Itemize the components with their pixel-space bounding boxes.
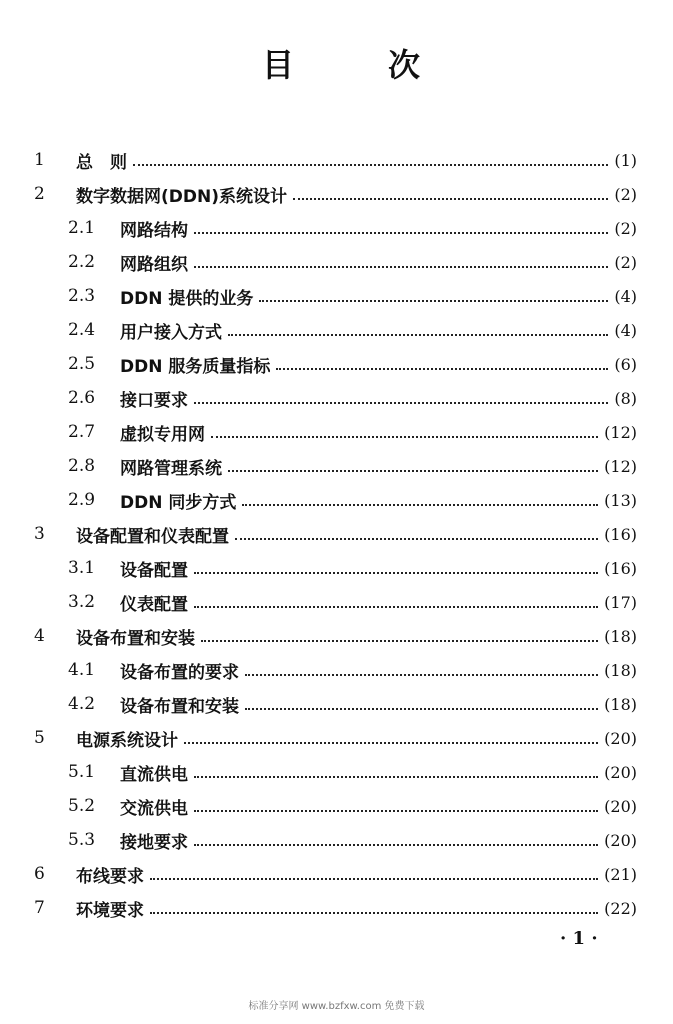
toc-entry-number: 2.5 [68,354,96,374]
toc-entry-number: 2.2 [68,252,96,272]
toc-entry-title: 网路管理系统 [120,458,222,479]
dot-leader [242,503,598,506]
toc-entry-page: (22) [604,898,637,918]
toc-entry-page: (20) [604,830,637,850]
dot-leader [194,571,598,574]
toc-entry-title: 接口要求 [120,390,188,411]
toc-entry-page: (12) [604,422,637,442]
dot-leader [276,367,608,370]
toc-entry-title: DDN 提供的业务 [120,288,254,309]
toc-entry[interactable] [0,381,673,415]
toc-entry-number: 3 [34,524,45,544]
dot-leader [194,605,598,608]
dot-leader [228,333,608,336]
toc-entry[interactable] [0,687,673,721]
toc-entry-number: 7 [34,898,45,918]
toc-entry-page: (21) [604,864,637,884]
toc-entry-number: 2.1 [68,218,96,238]
dot-leader [259,299,608,302]
toc-entry-title: 设备布置和安装 [120,696,239,717]
toc-entry-page: (12) [604,456,637,476]
toc-entry-number: 2.4 [68,320,96,340]
toc-entry-title: 设备布置和安装 [76,628,195,649]
toc-entry[interactable] [0,279,673,313]
toc-entry-number: 5 [34,728,45,748]
toc-entry-page: (2) [614,218,637,238]
toc-entry-title: 仪表配置 [120,594,188,615]
toc-entry-page: (17) [604,592,637,612]
dot-leader [245,673,598,676]
toc-entry-title: 设备配置 [120,560,188,581]
toc-entry-page: (2) [614,252,637,272]
dot-leader [133,163,608,166]
toc-entry-title: 设备配置和仪表配置 [76,526,229,547]
toc-entry-title: 设备布置的要求 [120,662,239,683]
toc-entry-title: 用户接入方式 [120,322,222,343]
toc-entry-page: (13) [604,490,637,510]
toc-entry-page: (18) [604,694,637,714]
toc-entry-title: 虚拟专用网 [120,424,205,445]
toc-entry-number: 2.6 [68,388,96,408]
toc-entry-title: 直流供电 [120,764,188,785]
toc-entry-page: (8) [614,388,637,408]
toc-entry-number: 3.2 [68,592,96,612]
toc-entry-title: 布线要求 [76,866,144,887]
toc-entry[interactable] [0,143,673,177]
toc-entry[interactable] [0,177,673,211]
page-number: · 1 · [560,928,598,949]
title-char-1: 目 [262,46,295,84]
toc-entry-title: 网路结构 [120,220,188,241]
toc-entry-page: (1) [614,150,637,170]
watermark-footer: 标准分享网 www.bzfxw.com 免费下载 [248,1001,425,1012]
dot-leader [194,401,608,404]
toc-entry-number: 6 [34,864,45,884]
toc-entry[interactable] [0,755,673,789]
toc-entry-title: DDN 服务质量指标 [120,356,271,377]
toc-entry-number: 2.3 [68,286,96,306]
toc-entry-number: 5.3 [68,830,96,850]
toc-entry-number: 2.8 [68,456,96,476]
toc-entry[interactable] [0,517,673,551]
toc-entry-page: (4) [614,286,637,306]
toc-entry-number: 2.7 [68,422,96,442]
toc-entry[interactable] [0,245,673,279]
toc-entry[interactable] [0,857,673,891]
toc-entry[interactable] [0,619,673,653]
toc-entry-title: 网路组织 [120,254,188,275]
toc-entry-number: 3.1 [68,558,96,578]
toc-entry-title: 数字数据网(DDN)系统设计 [76,186,287,207]
dot-leader [150,877,598,880]
dot-leader [194,843,598,846]
dot-leader [293,197,608,200]
toc-entry-page: (16) [604,558,637,578]
toc-entry[interactable] [0,551,673,585]
toc-entry[interactable] [0,347,673,381]
title-char-2: 次 [388,46,421,84]
toc-entry[interactable] [0,313,673,347]
toc-entry-number: 1 [34,150,45,170]
toc-entry[interactable] [0,789,673,823]
toc-entry[interactable] [0,721,673,755]
dot-leader [228,469,598,472]
toc-entry[interactable] [0,483,673,517]
dot-leader [194,265,608,268]
toc-entry-title: 交流供电 [120,798,188,819]
toc-entry-page: (2) [614,184,637,204]
toc-entry-title: 电源系统设计 [76,730,178,751]
toc-entry[interactable] [0,585,673,619]
toc-entry-number: 4.1 [68,660,96,680]
toc-entry-page: (6) [614,354,637,374]
toc-entry[interactable] [0,891,673,925]
dot-leader [211,435,598,438]
dot-leader [194,775,598,778]
page-title [0,40,673,90]
toc-entry-page: (20) [604,796,637,816]
dot-leader [201,639,598,642]
toc-entry[interactable] [0,823,673,857]
toc-entry-title: 接地要求 [120,832,188,853]
toc-entry-title: 总 则 [76,152,127,173]
dot-leader [150,911,598,914]
toc-entry-page: (18) [604,660,637,680]
toc-entry-title: DDN 同步方式 [120,492,237,513]
toc-entry-number: 5.1 [68,762,96,782]
toc-entry-number: 4 [34,626,45,646]
toc-entry-number: 2.9 [68,490,96,510]
toc-entry-page: (16) [604,524,637,544]
toc-entry-number: 2 [34,184,45,204]
toc-entry-title: 环境要求 [76,900,144,921]
dot-leader [235,537,598,540]
toc-entry-number: 5.2 [68,796,96,816]
toc-entry[interactable] [0,653,673,687]
dot-leader [245,707,598,710]
toc-entry-page: (20) [604,762,637,782]
dot-leader [184,741,598,744]
toc-entry-number: 4.2 [68,694,96,714]
dot-leader [194,231,608,234]
toc-entry-page: (4) [614,320,637,340]
toc-entry-page: (20) [604,728,637,748]
toc-entry[interactable] [0,449,673,483]
dot-leader [194,809,598,812]
toc-entry[interactable] [0,415,673,449]
toc-entry-page: (18) [604,626,637,646]
toc-entry[interactable] [0,211,673,245]
